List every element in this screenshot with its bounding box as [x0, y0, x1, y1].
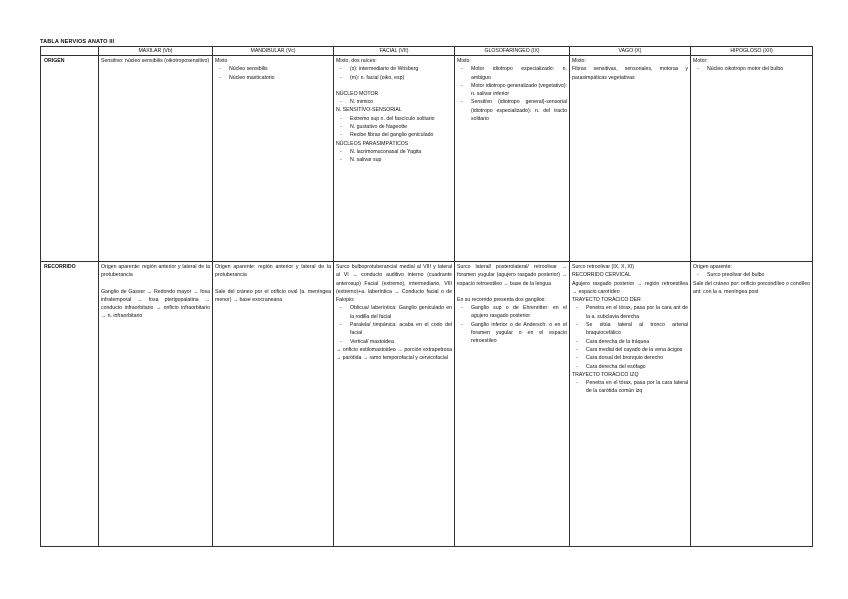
- section-title: NÚCLEOS PARASIMPÁTICOS: [336, 140, 409, 147]
- cell-recorrido-facial: [334, 262, 455, 547]
- cell-recorrido-maxilar: [99, 262, 213, 547]
- header-vago: VAGO (X): [570, 47, 691, 56]
- list-item: - Oblicua/ laberíntica: Ganglio geniculado en la rodilla del facial: [336, 304, 452, 321]
- bullet-list: [336, 304, 452, 345]
- cell-origen-mandibular: [213, 56, 334, 262]
- header-row: [41, 47, 813, 56]
- list-item: - Ganglio sup o de Ehrenritter: en el agujero rasgado posterior: [457, 304, 567, 321]
- section-title: NÚCLEO MOTOR: [336, 90, 379, 97]
- cell-text: Sale del cráneo por el orificio oval (a. meníngea menor) → base exocraneana: [215, 288, 331, 303]
- list-item: - Motor idiotropo generalizado (vegetativo): n. salivar inferior: [457, 82, 567, 99]
- cell-recorrido-vago: [570, 262, 691, 547]
- list-item: - Cara medial del cayado de la vena ácigos: [572, 346, 688, 354]
- cell-intro: Motor:: [693, 58, 708, 64]
- bullet-list: [457, 304, 567, 345]
- list-item: - Penetra en el tórax, pasa por la cara ant de la a. subclavia derecha: [572, 304, 688, 321]
- bullet-list: [572, 379, 688, 396]
- cell-text: Sensitivo: núcleo sensibilis (oikotroposensitivo): [101, 58, 210, 64]
- cell-origen-vago: [570, 56, 691, 262]
- cell-origen-facial: [334, 56, 455, 262]
- header-maxilar: MAXILAR (Vb): [99, 47, 213, 56]
- list-item: - (s): intermediario de Wrisberg: [336, 65, 452, 73]
- cell-text: Surco bulboprotuberancial medial al VIII y lateral al VI → conducto auditivo interno (cuadrante anterosup) Facial (extremo), intermediario, VIII (extremo)+a. laberíntica → Conducto facial o de Falopio:: [336, 264, 452, 304]
- cell-recorrido-glosofaringeo: [455, 262, 570, 547]
- spacer: [336, 82, 452, 90]
- spacer: [215, 280, 331, 288]
- list-item: - Cara derecha del esófago: [572, 363, 688, 371]
- list-item: - Cara derecha de la tráquea: [572, 338, 688, 346]
- list-item: - Motor idiotropo especializado: n. ambiguo: [457, 65, 567, 82]
- spacer: [457, 288, 567, 296]
- header-corner: [41, 47, 99, 56]
- bullet-list: [336, 98, 452, 106]
- section-title: TRAYECTO TORÁCICO IZQ: [572, 371, 639, 378]
- cell-recorrido-hipogloso: [691, 262, 813, 547]
- list-item: - Cara dorsal del bronquio derecho: [572, 354, 688, 362]
- cell-text: Origen aparente: región anterior y lateral de la protuberancia: [101, 264, 210, 279]
- header-glosofaringeo: GLOSOFARINGEO (IX): [455, 47, 570, 56]
- bullet-list: [336, 148, 452, 165]
- cell-text: Surco lateral/ posterolateral/ retroolivar → foramen yugular (agujero rasgado posterior) → espacio retroestileo → base de la lengua: [457, 264, 567, 287]
- cell-text: En su recorrido presenta dos ganglios:: [457, 296, 546, 303]
- list-item: - N. salivar sup: [336, 156, 452, 164]
- nerves-table: [40, 46, 813, 547]
- list-item: - Sensitivo (idiotropo general)-sensorial (idiotropo especializado): n. del tracto solitario: [457, 98, 567, 123]
- cell-intro: Mixto: [215, 58, 228, 64]
- list-item: - Núcleo masticatorio: [215, 74, 331, 82]
- row-label-origen: ORIGEN: [41, 56, 99, 262]
- section-title: TRAYECTO TORÁCICO DER: [572, 297, 641, 304]
- cell-origen-hipogloso: [691, 56, 813, 262]
- cell-intro: Mixto:: [457, 58, 471, 64]
- cell-text: Surco retroolivar (IX, X, XI): [572, 264, 634, 270]
- bullet-list: [215, 65, 331, 82]
- list-item: - Recibe fibras del ganglio geniculado: [336, 131, 452, 139]
- list-item: - Ganglio inferior o de Andersch: o en el foramen yugular o en el espacio retroestileo: [457, 321, 567, 346]
- bullet-list: [693, 271, 810, 279]
- bullet-list: [693, 65, 810, 73]
- header-mandibular: MANDIBULAR (Vc): [213, 47, 334, 56]
- cell-origen-maxilar: [99, 56, 213, 262]
- cell-intro: Mixto, dos raíces:: [336, 58, 377, 64]
- bullet-list: [336, 115, 452, 140]
- header-facial: FACIAL (VII): [334, 47, 455, 56]
- spacer: [101, 280, 210, 288]
- list-item: - Surco preolivar del bulbo: [693, 271, 810, 279]
- list-item: - Penetra en el tórax, pasa por la cara lateral de la carótida común izq: [572, 379, 688, 396]
- list-item: - Se sitúa lateral al tronco arterial braquiocefálico: [572, 321, 688, 338]
- section-title: RECORRIDO CERVICAL: [572, 272, 631, 279]
- bullet-list: [336, 65, 452, 82]
- cell-origen-glosofaringeo: [455, 56, 570, 262]
- cell-text: Sale del cráneo por: orificio precondíleo o condíleo ant: con la a. meníngea post: [693, 280, 810, 295]
- list-item: - Núcleo oikotropo motor del bulbo: [693, 65, 810, 73]
- cell-text: Ganglio de Gasser → Redondo mayor → fosa infratemporal → fosa pterigopalatina → conducto infraorbitario → orificio infraorbitario → n. infraorbitario: [101, 288, 210, 320]
- cell-intro: Origen aparente:: [693, 264, 732, 270]
- list-item: - Vertical/ mastoidea: [336, 338, 452, 346]
- list-item: - (m): n. facial (oiko, esp): [336, 74, 452, 82]
- document-title: TABLA NERVIOS ANATO III: [40, 39, 115, 45]
- header-hipogloso: HIPOGLOSO (XII): [691, 47, 813, 56]
- row-recorrido: [41, 262, 813, 547]
- list-item: - Extremo sup n. del fascículo solitario: [336, 115, 452, 123]
- list-item: - N. lacrimomuconasal de Yagita: [336, 148, 452, 156]
- cell-intro: Mixto:: [572, 58, 586, 64]
- cell-text: Origen aparente: región anterior y lateral de la protuberancia: [215, 264, 331, 279]
- cell-text: Fibras sensitivas, sensoriales, motoras y parasimpáticas vegetativas: [572, 66, 688, 81]
- bullet-list: [457, 65, 567, 123]
- row-label-recorrido: RECORRIDO: [41, 262, 99, 547]
- list-item: - Paralela/ timpánica: acaba en el codo del facial: [336, 321, 452, 338]
- section-title: N. SENSITIVO-SENSORIAL: [336, 107, 402, 114]
- list-item: - N. mimico: [336, 98, 452, 106]
- bullet-list: [572, 304, 688, 370]
- list-item: - Núcleo sensibilis: [215, 65, 331, 73]
- list-item: - N. gustativo de Nageotte: [336, 123, 452, 131]
- cell-text: → orificio estilomastoideo → porción extrapetrosa → parótida → ramo temporofacial y cervicofacial: [336, 346, 452, 362]
- row-origen: [41, 56, 813, 262]
- cell-recorrido-mandibular: [213, 262, 334, 547]
- cell-text: Agujero rasgado posterior → región retroestílea → espacio carotídeo: [572, 280, 688, 295]
